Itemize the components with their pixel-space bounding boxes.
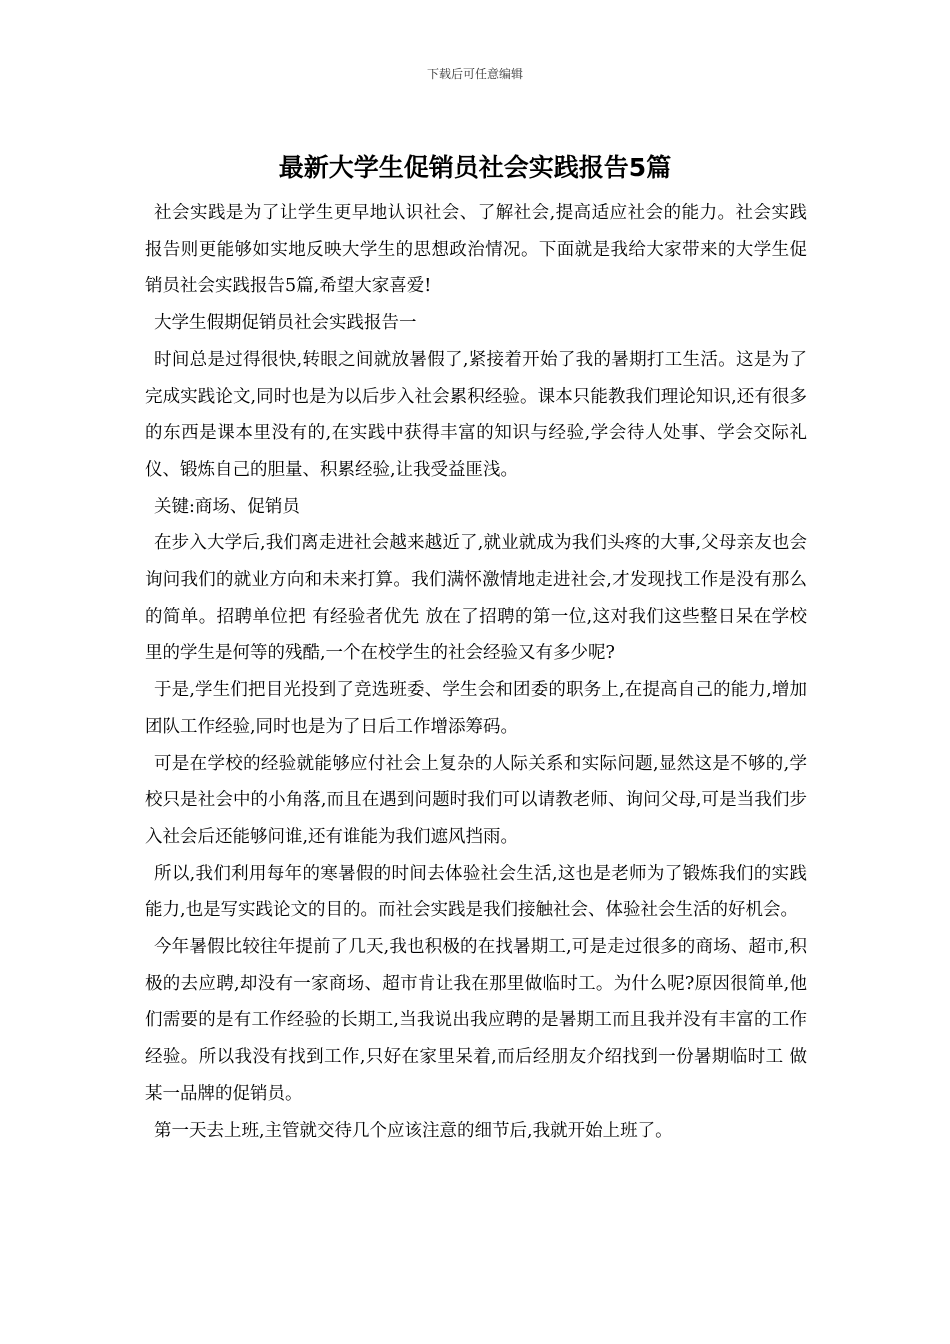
header-note: 下载后可任意编辑 <box>426 67 523 81</box>
paragraph: 第一天去上班,主管就交待几个应该注意的细节后,我就开始上班了。 <box>154 1120 673 1141</box>
paragraph-intro: 社会实践是为了让学生更早地认识社会、了解社会,提高适应社会的能力。社会实践报告则更能够如实地反映大学生的思想政治情况。下面就是我给大家带来的大学生促销员社会实践报告5篇,希望大家喜爱! <box>145 203 807 297</box>
section-heading-report-one: 大学生假期促销员社会实践报告一 <box>154 313 417 334</box>
paragraph: 今年暑假比较往年提前了几天,我也积极的在找暑期工,可是走过很多的商场、超市,积极的去应聘,却没有一家商场、超市肯让我在那里做临时工。为什么呢?原因很简单,他们需要的是有工作经验的长期工,当我说出我应聘的是暑期工而且我并没有丰富的工作经验。所以我没有找到工作,只好在家里呆着,而后经朋友介绍找到一份暑期临时工 做某一品牌的促销员。 <box>145 937 807 1104</box>
document-body <box>145 195 807 1149</box>
paragraph: 所以,我们利用每年的寒暑假的时间去体验社会生活,这也是老师为了锻炼我们的实践能力,也是写实践论文的目的。而社会实践是我们接触社会、体验社会生活的好机会。 <box>145 863 807 921</box>
document-title: 最新大学生促销员社会实践报告5篇 <box>278 153 672 182</box>
paragraph: 于是,学生们把目光投到了竞选班委、学生会和团委的职务上,在提高自己的能力,增加团队工作经验,同时也是为了日后工作增添筹码。 <box>145 680 807 737</box>
keywords-line: 关键:商场、促销员 <box>154 496 300 517</box>
paragraph: 可是在学校的经验就能够应付社会上复杂的人际关系和实际问题,显然这是不够的,学校只是社会中的小角落,而且在遇到问题时我们可以请教老师、询问父母,可是当我们步入社会后还能够问谁,还有谁能为我们遮风挡雨。 <box>145 753 807 847</box>
paragraph: 在步入大学后,我们离走进社会越来越近了,就业就成为我们头疼的大事,父母亲友也会询问我们的就业方向和未来打算。我们满怀激情地走进社会,才发现找工作是没有那么的简单。招聘单位把 有经验者优先 放在了招聘的第一位,这对我们这些整日呆在学校里的学生是何等的残酷,一个在校学生的社会经验又有多少呢? <box>145 533 807 664</box>
paragraph: 时间总是过得很快,转眼之间就放暑假了,紧接着开始了我的暑期打工生活。这是为了完成实践论文,同时也是为以后步入社会累积经验。课本只能教我们理论知识,还有很多的东西是课本里没有的,在实践中获得丰富的知识与经验,学会待人处事、学会交际礼仪、锻炼自己的胆量、积累经验,让我受益匪浅。 <box>145 349 807 480</box>
